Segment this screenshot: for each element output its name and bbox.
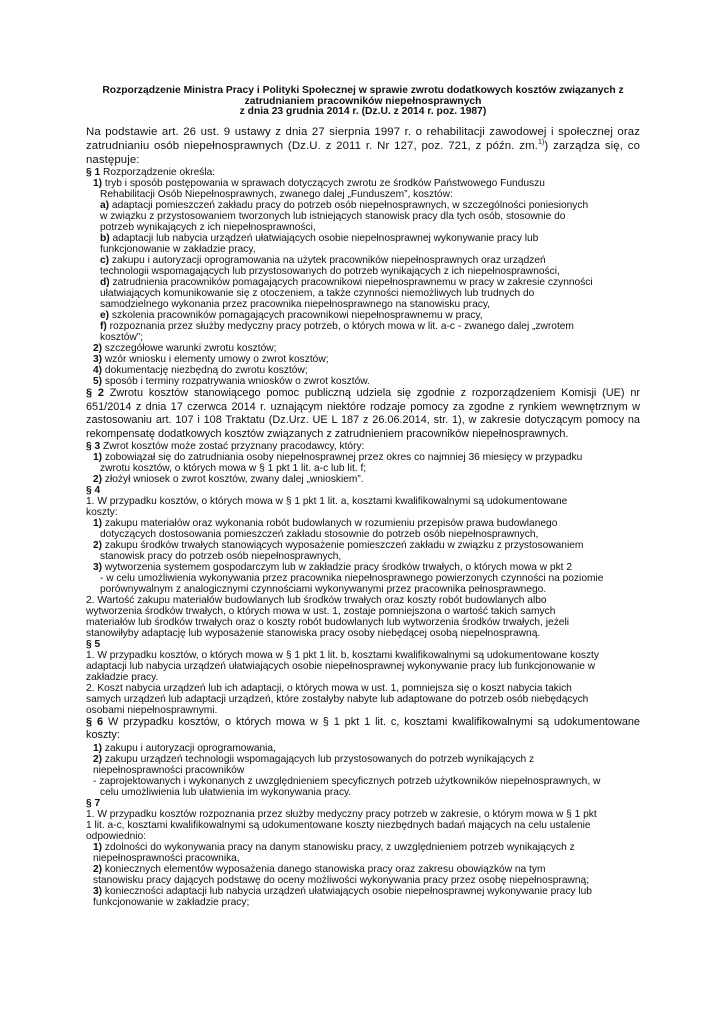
- item-text: adaptacji lub nabycia urządzeń ułatwiających osobie niepełnosprawnej wykonywanie pracy lub: [112, 233, 539, 245]
- section-number: § 3: [86, 441, 101, 453]
- item-text: dokumentację niezbędną do zwrotu kosztów;: [104, 365, 308, 377]
- item-marker: 2): [93, 343, 103, 355]
- paragraph-line: 1. W przypadku kosztów, o których mowa w § 1 pkt 1 lit. b, kosztami kwalifikowalnymi są udokumentowane koszty: [86, 650, 599, 662]
- paragraph-line: materiałów lub środków trwałych oraz o koszty robót budowlanych lub wytworzenia środków trwałych, jeżeli: [86, 617, 569, 629]
- title-date-line: z dnia 23 grudnia 2014 r. (Dz.U. z 2014 r. poz. 1987): [239, 106, 487, 118]
- item-marker: c): [100, 255, 110, 267]
- section-2: [86, 387, 640, 441]
- paragraph-line: zakładzie pracy.: [86, 672, 159, 684]
- list-item-cont: - w celu umożliwienia wykonywania przez pracownika niepełnosprawnego powierzonych czynności na poziomie: [100, 573, 604, 585]
- list-item-cont: stanowisk pracy do potrzeb osób niepełnosprawnych,: [100, 551, 342, 563]
- item-text: zakupu urządzeń technologii wspomagających lub przystosowanych do potrzeb wynikających z: [104, 753, 535, 765]
- paragraph-line: samych urządzeń lub adaptacji urządzeń, które zostałyby nabyte lub adaptowane do potrzeb osób niebędących: [86, 694, 589, 706]
- section-3: [86, 441, 640, 485]
- section-number: § 5: [86, 639, 101, 651]
- item-marker: d): [100, 277, 110, 289]
- list-item: [86, 474, 640, 485]
- preamble: [86, 125, 640, 168]
- list-item-cont: niepełnosprawności pracownika,: [93, 852, 240, 864]
- item-marker: e): [100, 310, 110, 322]
- list-item: [86, 178, 640, 189]
- paragraph-line: 1. W przypadku kosztów rozpoznania przez służby medyczny pracy potrzeb w zakresie, o którym mowa w § 1 pkt: [86, 808, 597, 820]
- paragraph-line: - zaprojektowanych i wykonanych z uwzględnieniem specyficznych potrzeb użytkowników niepełnosprawnych, w: [93, 775, 601, 787]
- list-item: [86, 255, 640, 266]
- item-marker: 3): [93, 354, 103, 366]
- item-text: zakupu materiałów oraz wykonania robót budowlanych w rozumieniu przepisów prawa budowlanego: [104, 518, 558, 530]
- list-item-cont: funkcjonowanie w zakładzie pracy;: [93, 896, 250, 908]
- list-item: [86, 842, 640, 853]
- paragraph-line: osobami niepełnosprawnymi.: [86, 705, 218, 717]
- paragraph-line: stanowiłyby adaptację lub wyposażenie stanowiska pracy osoby niebędącej osobą niepełnosprawną.: [86, 628, 541, 640]
- document-title: [86, 86, 640, 118]
- item-text: wytworzenia systemem gospodarczym lub w zakładzie pracy środków trwałych, o których mowa w pkt 2: [104, 562, 572, 574]
- item-text: tryb i sposób postępowania w sprawach dotyczących zwrotu ze środków Państwowego Funduszu: [104, 178, 545, 190]
- paragraph-line: 2. Koszt nabycia urządzeń lub ich adaptacji, o których mowa w ust. 1, pomniejsza się o koszt nabycia takich: [86, 683, 572, 695]
- list-item-cont: funkcjonowanie w zakładzie pracy,: [100, 244, 256, 256]
- list-item: [86, 233, 640, 244]
- section-5: [86, 639, 640, 716]
- item-text: szkolenia pracowników pomagających pracownikowi niepełnosprawnemu w pracy,: [111, 310, 483, 322]
- list-item: [86, 518, 640, 529]
- item-marker: 2): [93, 863, 103, 875]
- list-item: [86, 452, 640, 463]
- item-marker: 1): [93, 518, 103, 530]
- item-text: rozpoznania przez służby medyczny pracy potrzeb, o których mowa w lit. a-c - zwanego dalej „zwrotem: [109, 321, 574, 333]
- list-item: [86, 365, 640, 376]
- section-7: [86, 798, 640, 908]
- item-text: szczegółowe warunki zwrotu kosztów;: [104, 343, 277, 355]
- list-item: [86, 886, 640, 897]
- item-marker: b): [100, 233, 110, 245]
- item-text: wzór wniosku i elementy umowy o zwrot kosztów;: [104, 354, 329, 366]
- title-line: zatrudnianiem pracowników niepełnosprawnych: [244, 95, 482, 107]
- list-item: [86, 754, 640, 765]
- paragraph-line: celu umożliwienia lub ułatwienia im wykonywania pracy.: [100, 786, 352, 798]
- list-item: [86, 743, 640, 754]
- list-item: [86, 354, 640, 365]
- list-item: [86, 540, 640, 551]
- paragraph-line: 2. Wartość zakupu materiałów budowlanych lub środków trwałych oraz koszty robót budowlanych albo: [86, 595, 547, 607]
- item-marker: 5): [93, 376, 103, 388]
- item-text: zdolności do wykonywania pracy na danym stanowisku pracy, z uwzględnieniem potrzeb wynikających z: [104, 841, 575, 853]
- list-item-cont: niepełnosprawności pracowników: [93, 764, 245, 776]
- item-marker: 1): [93, 841, 103, 853]
- title-line: Rozporządzenie Ministra Pracy i Polityki Społecznej w sprawie zwrotu dodatkowych kosztów związanych z: [102, 85, 624, 96]
- footnote-ref: 1): [537, 139, 545, 147]
- item-marker: 3): [93, 562, 103, 574]
- list-item-cont: technologii wspomagających lub przystosowanych do potrzeb wynikających z ich niepełnosprawności,: [100, 266, 560, 278]
- list-item: [86, 200, 640, 211]
- item-text: adaptacji pomieszczeń zakładu pracy do potrzeb osób niepełnosprawnych, w szczególności poniesionych: [111, 200, 589, 212]
- item-marker: a): [100, 200, 110, 212]
- list-item: [86, 321, 640, 332]
- item-marker: f): [100, 321, 107, 333]
- list-item-cont: samodzielnego wykonania przez pracownika niepełnosprawnego na stanowisku pracy,: [100, 299, 490, 311]
- list-item-cont: potrzeb wynikających z ich niepełnosprawności,: [100, 222, 316, 234]
- list-item: [86, 310, 640, 321]
- section-number: § 4: [86, 485, 101, 497]
- preamble-text: Na podstawie art. 26 ust. 9 ustawy z dnia 27 sierpnia 1997 r. o rehabilitacji zawodowej i społecznej oraz zatrudnianiu osób niepełnosprawnych (Dz.U. z 2011 r. Nr 127, poz. 721, z późn. zm.: [86, 125, 640, 152]
- section-number: § 1: [86, 167, 101, 179]
- list-item-cont: dotyczących dostosowania pomieszczeń zakładu stosownie do potrzeb osób niepełnosprawnych,: [100, 529, 539, 541]
- section-number: § 7: [86, 797, 101, 809]
- list-item-cont: ułatwiających komunikowanie się z otoczeniem, a także czynności niemożliwych lub trudnych do: [100, 288, 535, 300]
- item-marker: 1): [93, 178, 103, 190]
- list-item-cont: zwrotu kosztów, o których mowa w § 1 pkt 1 lit. a-c lub lit. f;: [100, 463, 367, 475]
- paragraph-line: koszty:: [86, 507, 118, 519]
- section-heading: Rozporządzenie określa:: [103, 167, 216, 179]
- preamble-text-end: ) zarządza się, co następuje:: [86, 139, 641, 167]
- section-number: § 2: [86, 387, 104, 400]
- item-text: sposób i terminy rozpatrywania wniosków o zwrot kosztów.: [104, 376, 370, 388]
- item-marker: 2): [93, 753, 103, 765]
- item-text: konieczności adaptacji lub nabycia urządzeń ułatwiających osobie niepełnosprawnej wykonywanie pracy lub: [104, 885, 592, 897]
- item-marker: 1): [93, 742, 103, 754]
- section-4: [86, 485, 640, 639]
- item-text: zakupu środków trwałych stanowiących wyposażenie pomieszczeń zakładu w związku z przystosowaniem: [104, 540, 584, 552]
- section-1: [86, 167, 640, 387]
- list-item-cont: kosztów”;: [100, 332, 144, 344]
- item-text: zakupu i autoryzacji oprogramowania na użytek pracowników niepełnosprawnych oraz urządzeń: [111, 255, 546, 267]
- list-item: [86, 562, 640, 573]
- list-item: [86, 343, 640, 354]
- item-marker: 2): [93, 474, 103, 486]
- item-text: zakupu i autoryzacji oprogramowania,: [104, 742, 276, 754]
- item-text: koniecznych elementów wyposażenia danego stanowiska pracy oraz zakresu obowiązków na tym: [104, 863, 546, 875]
- list-item: [86, 277, 640, 288]
- paragraph-line: odpowiednio:: [86, 830, 147, 842]
- paragraph-line: 1 lit. a-c, kosztami kwalifikowalnymi są udokumentowane koszty niezbędnych badań mających na celu ustalenie: [86, 819, 591, 831]
- paragraph-line: adaptacji lub nabycia urządzeń ułatwiających osobie niepełnosprawnej wykonywanie pracy lub funkcjonowanie w: [86, 661, 596, 673]
- item-marker: 2): [93, 540, 103, 552]
- list-item-cont: stanowisku pracy dających podstawę do oceny możliwości wykonywania pracy przez osobę niepełnosprawną;: [93, 874, 590, 886]
- list-item: [86, 376, 640, 387]
- item-marker: 4): [93, 365, 103, 377]
- paragraph-line: wytworzenia środków trwałych, o których mowa w ust. 1, zostaje pomniejszona o wartość takich samych: [86, 606, 556, 618]
- item-marker: 1): [93, 452, 103, 464]
- item-text: zatrudnienia pracowników pomagających pracownikowi niepełnosprawnemu w pracy w zakresie czynności: [112, 277, 593, 289]
- list-item-cont: porównywalnym z analogicznymi czynnościami wykonywanymi przez pracownika pełnosprawnego.: [100, 584, 547, 596]
- section-heading: W przypadku kosztów, o których mowa w § 1 pkt 1 lit. c, kosztami kwalifikowalnymi są udokumentowane koszty:: [86, 716, 640, 742]
- list-item-cont: w związku z przystosowaniem tworzonych lub istniejących stanowisk pracy dla tych osób, stosownie do: [100, 211, 566, 223]
- section-heading: Zwrot kosztów może zostać przyznany pracodawcy, który:: [103, 441, 365, 453]
- list-item-cont: Rehabilitacji Osób Niepełnosprawnych, zwanego dalej „Funduszem”, kosztów:: [100, 189, 453, 201]
- item-marker: 3): [93, 885, 103, 897]
- item-text: złożył wniosek o zwrot kosztów, zwany dalej „wnioskiem”.: [104, 474, 364, 486]
- paragraph-line: 1. W przypadku kosztów, o których mowa w § 1 pkt 1 lit. a, kosztami kwalifikowalnymi są udokumentowane: [86, 496, 568, 508]
- section-text: Zwrotu kosztów stanowiącego pomoc publiczną udziela się zgodnie z rozporządzeniem Komisji (UE) nr 651/2014 z dnia 17 czerwca 2014 r. uznającym niektóre rodzaje pomocy za zgodne z rynkiem wewnętrznym w zastosowaniu art. 107 i 108 Traktatu (Dz.Urz. UE L 187 z 26.06.2014, str. 1), w zakresie dotyczącym pomocy na rekompensatę dodatkowych kosztów związanych z zatrudnieniem pracowników niepełnosprawnych.: [86, 387, 641, 440]
- item-text: zobowiązał się do zatrudniania osoby niepełnosprawnej przez okres co najmniej 36 miesięcy w przypadku: [104, 452, 583, 464]
- section-number: § 6: [86, 716, 104, 729]
- list-item: [86, 864, 640, 875]
- section-6: [86, 716, 640, 798]
